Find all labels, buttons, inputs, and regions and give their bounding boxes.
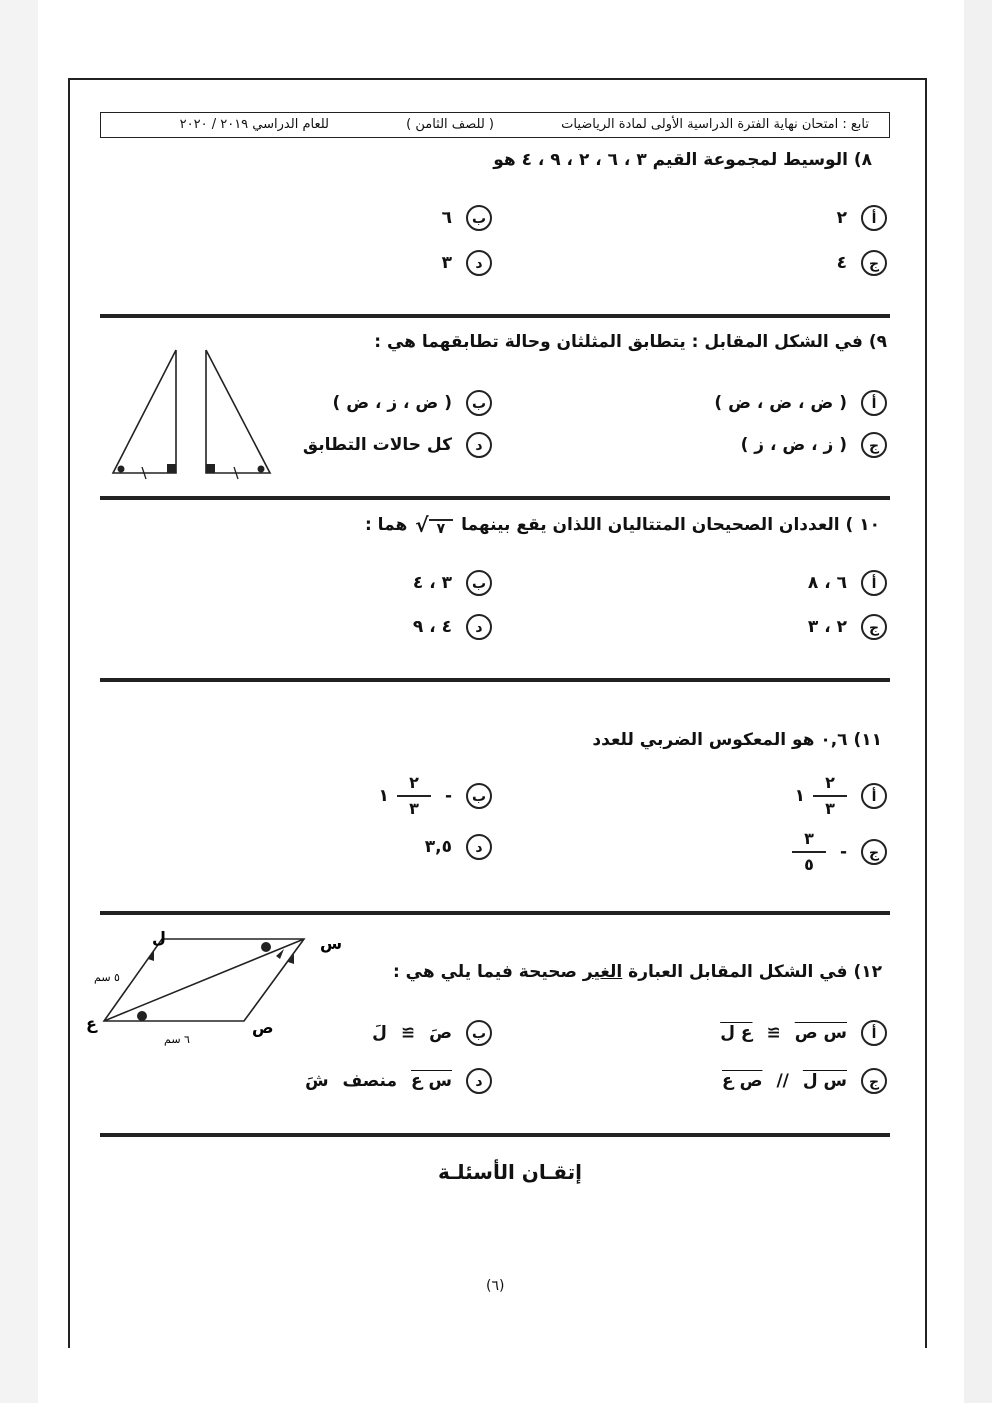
q10-option-a[interactable] (808, 570, 887, 596)
denominator: ٥ (804, 855, 814, 874)
option-mixed-number (795, 772, 847, 820)
option-letter: د (466, 1068, 492, 1094)
angle-right: لَ (372, 1023, 387, 1043)
option-letter: د (466, 432, 492, 458)
question-9-text: ٩) في الشكل المقابل : يتطابق المثلثان وحالة تطابقهما هي : (374, 332, 887, 352)
q8-option-a[interactable] (837, 205, 887, 231)
option-letter: أ (861, 205, 887, 231)
option-value: ٢ ، ٣ (807, 617, 847, 637)
q8-option-c[interactable] (837, 250, 887, 276)
vertex-label-sad: ص (252, 1018, 274, 1037)
numerator: ٣ (804, 829, 814, 848)
q10-option-b[interactable] (413, 570, 492, 596)
fraction-bar (397, 795, 431, 797)
parallelogram-figure (82, 925, 352, 1055)
divider (100, 911, 890, 915)
header-title: تابع : امتحان نهاية الفترة الدراسية الأولى لمادة الرياضيات (561, 117, 869, 132)
option-letter: أ (861, 783, 887, 809)
page-frame (68, 78, 927, 1348)
relation: منصف (342, 1071, 397, 1091)
option-letter: ب (466, 1020, 492, 1046)
whole-part: ١ (794, 786, 805, 806)
option-value: ٤ ، ٩ (412, 617, 452, 637)
fraction-bar (792, 851, 826, 853)
angle-right: شَ (305, 1071, 329, 1091)
option-sign: - (444, 786, 452, 806)
congruent-triangles-figure (108, 345, 278, 480)
denominator: ٣ (825, 799, 835, 818)
relation: // (776, 1071, 789, 1091)
side-length-6: ٦ سم (164, 1033, 190, 1046)
radical-sign-icon: √ (415, 513, 429, 537)
option-letter: أ (861, 570, 887, 596)
header-year: للعام الدراسي ٢٠١٩ / ٢٠٢٠ (179, 117, 329, 132)
option-letter: ج (861, 839, 887, 865)
option-value: ( ض ، ز ، ض ) (332, 393, 452, 413)
divider (100, 1133, 890, 1137)
page-number: (٦) (486, 1278, 505, 1294)
side-length-5: ٥ سم (94, 971, 120, 984)
q10-text-before: ١٠ ) العددان الصحيحان المتتاليان اللذان يقع بينهما (461, 515, 880, 535)
q12-option-d[interactable] (305, 1068, 492, 1094)
fraction (813, 772, 847, 820)
option-value: ٦ (441, 208, 452, 228)
scan-border-left (0, 0, 38, 1403)
denominator: ٣ (409, 799, 419, 818)
q9-option-c[interactable] (741, 432, 887, 458)
numerator: ٢ (409, 773, 419, 792)
segment-right: ع ل (720, 1023, 753, 1043)
option-letter: ب (466, 390, 492, 416)
segment-left: س ص (794, 1023, 847, 1043)
square-root (415, 513, 453, 537)
relation: ≅ (766, 1023, 781, 1043)
header-grade: ( للصف الثامن ) (406, 117, 494, 132)
option-value: ٣ ، ٤ (412, 573, 452, 593)
fraction (397, 772, 431, 820)
whole-part: ١ (378, 786, 389, 806)
segment-left: س ل (802, 1071, 847, 1091)
option-letter: ج (861, 432, 887, 458)
option-value: كل حالات التطابق (302, 435, 452, 455)
angle-left: صَ (429, 1023, 452, 1043)
option-letter: ب (466, 205, 492, 231)
q12-option-b[interactable] (372, 1020, 492, 1046)
option-value: ٣ (441, 253, 452, 273)
q9-option-a[interactable] (714, 390, 887, 416)
relation: ≅ (400, 1023, 416, 1043)
q9-option-b[interactable] (333, 390, 493, 416)
numerator: ٢ (825, 773, 835, 792)
option-letter: ج (861, 614, 887, 640)
fraction (792, 828, 826, 876)
q8-option-b[interactable] (442, 205, 492, 231)
q10-option-c[interactable] (808, 614, 887, 640)
q11-option-b[interactable] (379, 772, 492, 820)
radicand: ٧ (429, 519, 454, 537)
option-letter: ب (466, 783, 492, 809)
q8-option-d[interactable] (442, 250, 492, 276)
segment-right: ص ع (722, 1071, 763, 1091)
q10-option-d[interactable] (413, 614, 492, 640)
option-value: ٦ ، ٨ (807, 573, 847, 593)
fraction-bar (813, 795, 847, 797)
divider (100, 678, 890, 682)
vertex-label-s: س (320, 934, 343, 953)
question-10-text (365, 513, 880, 537)
divider (100, 314, 890, 318)
question-11-text: ١١) ٠,٦ هو المعكوس الضربي للعدد (592, 730, 882, 750)
option-letter: ج (861, 1068, 887, 1094)
option-mixed-number (379, 772, 431, 820)
option-value: ٢ (836, 208, 847, 228)
option-letter: أ (861, 1020, 887, 1046)
q11-option-c[interactable] (792, 828, 887, 876)
q9-option-d[interactable] (303, 432, 492, 458)
q10-text-after: هما : (364, 515, 408, 535)
vertex-label-a: ع (86, 1014, 97, 1033)
divider (100, 496, 890, 500)
q12-option-a[interactable] (720, 1020, 887, 1046)
q11-option-d[interactable] (425, 834, 492, 860)
exam-header (100, 112, 890, 138)
vertex-label-l: ل (152, 928, 166, 947)
q12-text-before: ١٢) في الشكل المقابل العبارة (622, 962, 882, 982)
option-letter: د (466, 834, 492, 860)
option-sign: - (839, 842, 847, 862)
footer-logo: إتقـان الأسئلـة (438, 1160, 582, 1184)
option-value: ٣,٥ (424, 837, 452, 857)
option-letter: د (466, 614, 492, 640)
scan-border-right (964, 0, 992, 1403)
q12-text-after: صحيحة فيما يلي هي : (392, 962, 583, 982)
question-8-text: ٨) الوسيط لمجموعة القيم ٣ ، ٦ ، ٢ ، ٩ ، ٤ هو (493, 150, 872, 170)
option-letter: ب (466, 570, 492, 596)
option-letter: ج (861, 250, 887, 276)
option-value: ٤ (836, 253, 847, 273)
option-letter: د (466, 250, 492, 276)
option-value: ( ض ، ض ، ض ) (714, 393, 847, 413)
q11-option-a[interactable] (795, 772, 887, 820)
q12-underlined-word: الغير (582, 962, 623, 982)
question-12-text (393, 962, 882, 982)
option-letter: أ (861, 390, 887, 416)
q12-option-c[interactable] (722, 1068, 887, 1094)
segment-left: س ع (411, 1071, 452, 1091)
option-value: ( ز ، ض ، ز ) (740, 435, 847, 455)
